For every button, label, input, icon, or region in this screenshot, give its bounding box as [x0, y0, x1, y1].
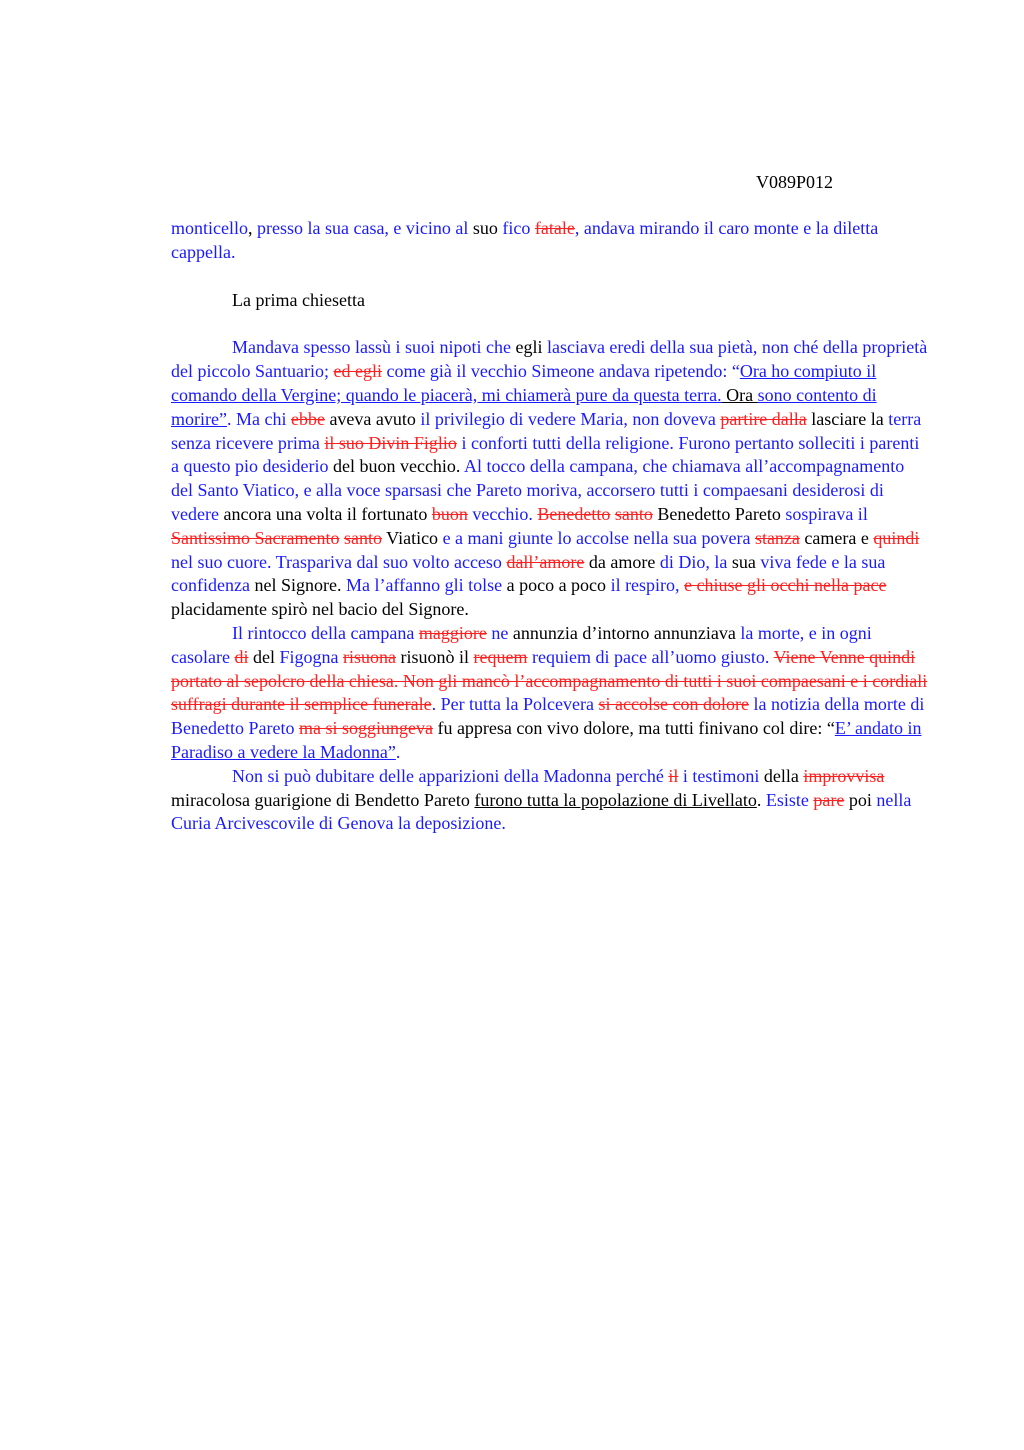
section-heading: La prima chiesetta — [232, 289, 365, 310]
paragraph-4: Non si può dubitare delle apparizioni della Madonna perché il i testimoni della improvvisa miracolosa guarigione di Bendetto Pareto furono tutta la popolazione di Livellato. Esiste pare poi nella Curia Arcivescovile di Genova la deposizione. — [171, 765, 912, 834]
document-code: V089P012 — [756, 172, 834, 192]
document-body — [171, 217, 928, 836]
paragraph-1: monticello, presso la sua casa, e vicino al suo fico fatale, andava mirando il caro monte e la diletta cappella. — [171, 218, 879, 262]
paragraph-3: Il rintocco della campana maggiore ne annunzia d’intorno annunziava la morte, e in ogni casolare di del Figogna risuona risuonò il requem requiem di pace all’uomo giusto. Viene Venne quindi portato al sepolcro della chiesa. Non gli mancò l’accompagnamento di tutti i suoi compaesani e i cordiali suffragi durante il semplice funerale. Per tutta la Polcevera si accolse con dolore la notizia della morte di Benedetto Pareto ma si soggiungeva fu appresa con vivo dolore, ma tutti finivano col dire: “E’ andato in Paradiso a vedere la Madonna”. — [171, 622, 928, 762]
paragraph-2: Mandava spesso lassù i suoi nipoti che egli lasciava eredi della sua pietà, non ché della proprietà del piccolo Santuario; ed egli come già il vecchio Simeone andava ripetendo: “Ora ho compiuto il comando della Vergine; quando le piacerà, mi chiamerà pure da questa terra. Ora sono contento di morire”. Ma chi ebbe aveva avuto il privilegio di vedere Maria, non doveva partire dalla lasciare la terra senza ricevere prima il suo Divin Figlio i conforti tutti della religione. Furono pertanto solleciti i parenti a questo pio desiderio del buon vecchio. Al tocco della campana, che chiamava all’accompagnamento del Santo Viatico, e alla voce sparsasi che Pareto moriva, accorsero tutti i compaesani desiderosi di vedere ancora una volta il fortunato buon vecchio. Benedetto santo Benedetto Pareto sospirava il Santissimo Sacramento santo Viatico e a mani giunte lo accolse nella sua povera stanza camera e quindi nel suo cuore. Traspariva dal suo volto acceso dall’amore da amore di Dio, la sua viva fede e la sua confidenza nel Signore. Ma l’affanno gli tolse a poco a poco il respiro, e chiuse gli occhi nella pace placidamente spirò nel bacio del Signore. — [171, 337, 928, 620]
